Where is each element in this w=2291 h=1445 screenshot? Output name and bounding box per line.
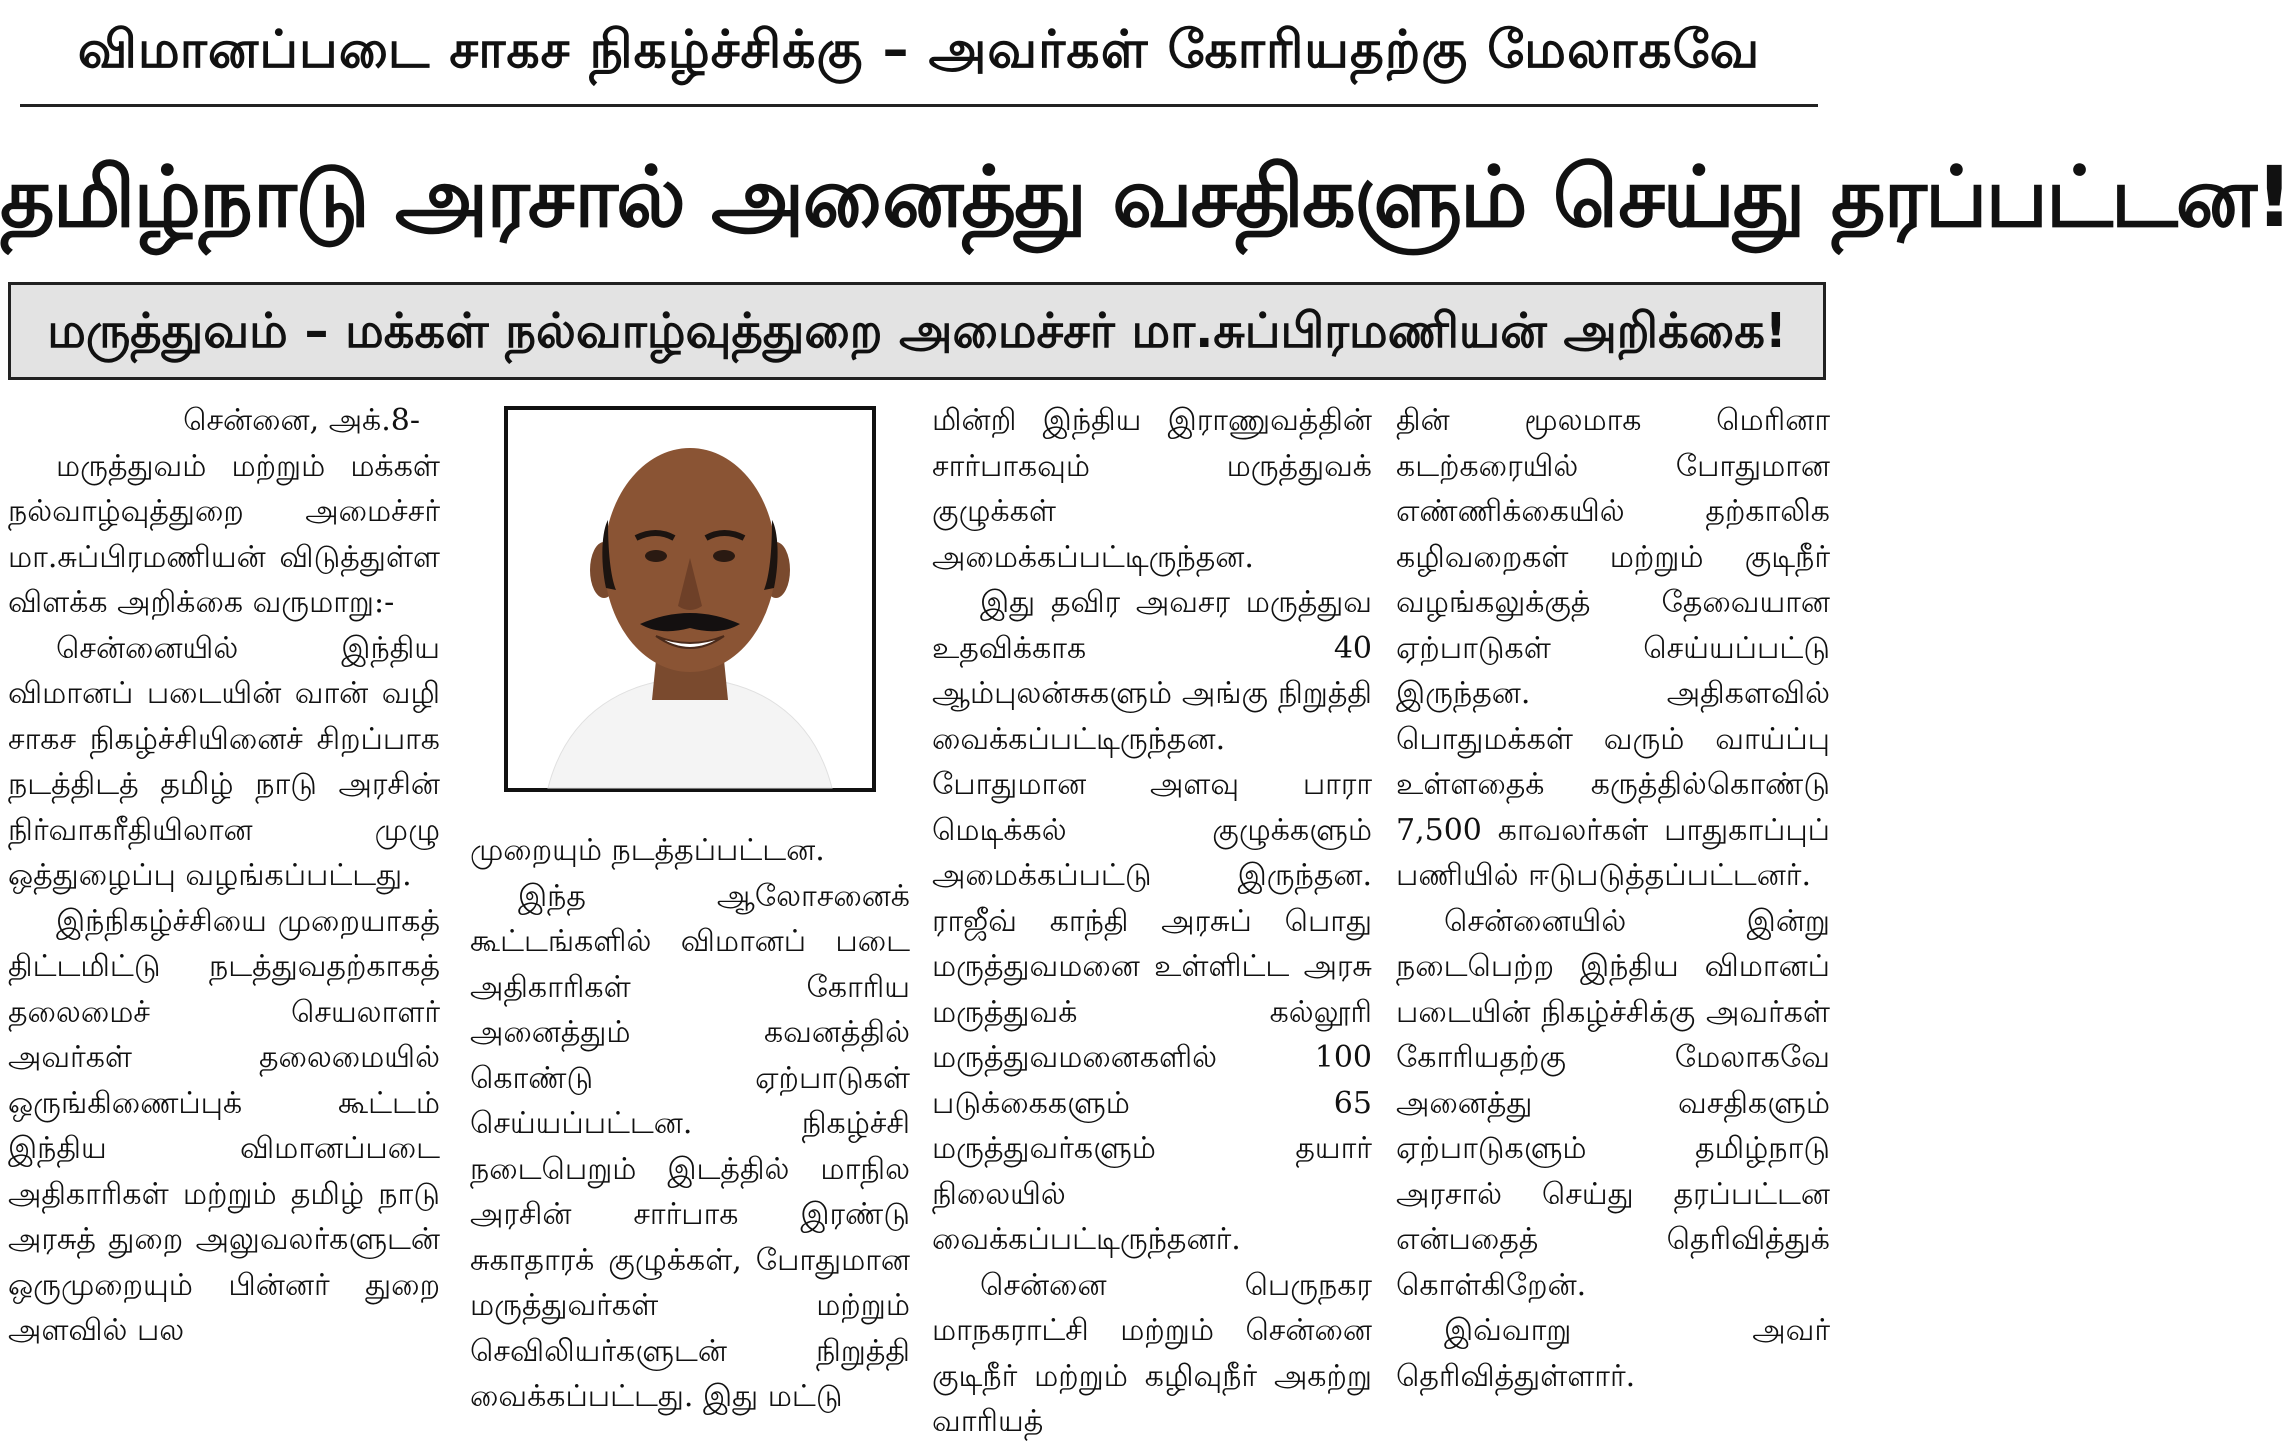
subheadline-box (8, 282, 1826, 380)
paragraph: இந்நிகழ்ச்சியை முறையாகத் திட்டமிட்டு நடத்துவதற்காகத் தலைமைச் செயலாளர் அவர்கள் தலைமையில் ஒருங்கிணைப்புக் கூட்டம் இந்திய விமானப்படை அதிகாரிகள் மற்றும் தமிழ் நாடு அரசுத் துறை அலுவலர்களுடன் ஒருமுறையும் பின்னர் துறை அளவில் பல (8, 903, 440, 1348)
paragraph: மருத்துவம் மற்றும் மக்கள் நல்வாழ்வுத்துறை அமைச்சர் மா.சுப்பிரமணியன் விடுத்துள்ள விளக்க அறிக்கை வருமாறு:- (8, 448, 440, 620)
main-headline: தமிழ்நாடு அரசால் அனைத்து வசதிகளும் செய்து தரப்பட்டன! (0, 148, 2291, 246)
paragraph: சென்னையில் இன்று நடைபெற்ற இந்திய விமானப் படையின் நிகழ்ச்சிக்கு அவர்கள் கோரியதற்கு மேலாகவே அனைத்து வசதிகளும் ஏற்பாடுகளும் தமிழ்நாடு அரசால் செய்து தரப்பட்டன என்பதைத் தெரிவித்துக் கொள்கிறேன். (1396, 903, 1830, 1303)
article-column-1 (8, 398, 440, 1354)
paragraph: சென்னை பெருநகர மாநகராட்சி மற்றும் சென்னை குடிநீர் மற்றும் கழிவுநீர் அகற்று வாரியத் (932, 1267, 1372, 1439)
paragraph: மின்றி இந்திய இராணுவத்தின் சார்பாகவும் மருத்துவக் குழுக்கள் அமைக்கப்பட்டிருந்தன. (932, 403, 1372, 575)
article-column-4 (1396, 398, 1830, 1394)
dateline: சென்னை, அக்.8- (183, 403, 420, 438)
paragraph: முறையும் நடத்தப்பட்டன. (470, 833, 825, 868)
paragraph: இந்த ஆலோசனைக் கூட்டங்களில் விமானப் படை அதிகாரிகள் கோரிய அனைத்தும் கவனத்தில் கொண்டு ஏற்பாடுகள் செய்யப்பட்டன. நிகழ்ச்சி நடைபெறும் இடத்தில் மாநில அரசின் சார்பாக இரண்டு சுகாதாரக் குழுக்கள், போதுமான மருத்துவர்கள் மற்றும் செவிலியர்களுடன் நிறுத்தி வைக்கப்பட்டது. இது மட்டு (470, 878, 910, 1414)
minister-photo (504, 406, 876, 792)
divider-rule (20, 104, 1818, 107)
portrait-illustration (508, 410, 872, 788)
paragraph: சென்னையில் இந்திய விமானப் படையின் வான் வழி சாகச நிகழ்ச்சியினைச் சிறப்பாக நடத்திடத் தமிழ் நாடு அரசின் நிர்வாகரீதியிலான முழு ஒத்துழைப்பு வழங்கப்பட்டது. (8, 630, 440, 893)
subheadline: மருத்துவம் – மக்கள் நல்வாழ்வுத்துறை அமைச்சர் மா.சுப்பிரமணியன் அறிக்கை! (47, 303, 1787, 359)
paragraph: இவ்வாறு அவர் தெரிவித்துள்ளார். (1396, 1313, 1830, 1394)
paragraph: இது தவிர அவசர மருத்துவ உதவிக்காக 40 ஆம்புலன்சுகளும் அங்கு நிறுத்தி வைக்கப்பட்டிருந்தன. போதுமான அளவு பாரா மெடிக்கல் குழுக்களும் அமைக்கப்பட்டு இருந்தன. ராஜீவ் காந்தி அரசுப் பொது மருத்துவமனை உள்ளிட்ட அரசு மருத்துவக் கல்லூரி மருத்துவமனைகளில் 100 படுக்கைகளும் 65 மருத்துவர்களும் தயார் நிலையில் வைக்கப்பட்டிருந்தனர். (932, 585, 1372, 1257)
paragraph: தின் மூலமாக மெரினா கடற்கரையில் போதுமான எண்ணிக்கையில் தற்காலிக கழிவறைகள் மற்றும் குடிநீர் வழங்கலுக்குத் தேவையான ஏற்பாடுகள் செய்யப்பட்டு இருந்தன. அதிகளவில் பொதுமக்கள் வரும் வாய்ப்பு உள்ளதைக் கருத்தில்கொண்டு 7,500 காவலர்கள் பாதுகாப்புப் பணியில் ஈடுபடுத்தப்பட்டனர். (1396, 403, 1830, 893)
kicker-headline: விமானப்படை சாகச நிகழ்ச்சிக்கு – அவர்கள் கோரியதற்கு மேலாகவே (77, 20, 1761, 80)
article-column-2 (470, 398, 910, 1414)
article-column-3 (932, 398, 1372, 1439)
